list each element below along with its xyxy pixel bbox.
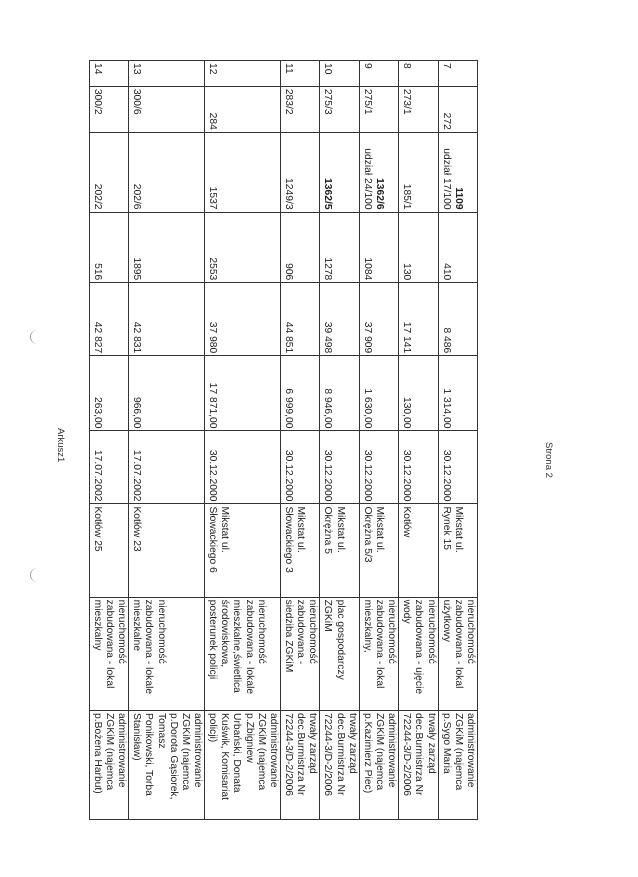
administrator-text: dec.Burmistrza Nr: [413, 713, 425, 796]
area-cell: 39 498: [320, 283, 359, 356]
obreb-cell: 273/1: [399, 86, 438, 132]
description-cell: [359, 597, 398, 710]
location-text: Kotłów 25: [91, 506, 103, 552]
parcel-text: udział 17/100: [440, 148, 452, 210]
location-text: Kotłów 23: [131, 506, 143, 552]
description-text: wody: [401, 599, 413, 624]
description-text: zabudowana - lokal: [374, 599, 386, 689]
administrator-text: Kuświk, Komisariat: [219, 713, 231, 800]
administrator-cell: [438, 711, 477, 820]
administrator-text: 72244-3/D-2/2006: [401, 713, 413, 797]
page-number: Strona 2: [543, 442, 554, 478]
parcel-text: 1362/6: [374, 178, 386, 210]
administrator-text: administrowanie: [116, 713, 128, 788]
table-row: [129, 61, 205, 820]
location-text: Okrężna 5/3: [361, 506, 373, 563]
location-text: Mikstat ul.: [295, 506, 307, 553]
location-text: Mikstat ul.: [374, 506, 386, 553]
location-text: Mikstat ul.: [452, 506, 464, 553]
location-cell: [89, 504, 128, 597]
administrator-text: dec.Burmistrza Nr: [295, 713, 307, 796]
description-cell: [280, 597, 319, 710]
administrator-text: administrowanie: [386, 713, 398, 788]
date-cell: 17.07.2002: [89, 431, 128, 504]
description-text: zabudowana - lokale: [143, 599, 155, 695]
kw-cell: 2553: [205, 212, 281, 283]
kw-cell: 1084: [359, 212, 398, 283]
administrator-text: Tomasz: [155, 713, 167, 749]
value-cell: 130,00: [399, 356, 438, 431]
area-cell: 8 486: [438, 283, 477, 356]
administrator-cell: [359, 711, 398, 820]
row-number-cell: 7: [438, 61, 477, 87]
obreb-cell: 300/6: [129, 86, 205, 132]
description-text: nieruchomość: [116, 599, 128, 664]
administrator-cell: [89, 711, 128, 820]
administrator-text: trwały zarząd: [425, 713, 437, 774]
date-cell: 30.12.2000: [438, 431, 477, 504]
administrator-text: p.Sygo Maria: [440, 713, 452, 774]
description-text: posterunek policji: [207, 599, 219, 680]
kw-cell: 906: [280, 212, 319, 283]
row-number-cell: 10: [320, 61, 359, 87]
parcel-text: 1537: [207, 186, 219, 210]
description-text: ZGKiM: [322, 599, 334, 632]
value-cell: 263,00: [89, 356, 128, 431]
parcel-cell: [399, 132, 438, 212]
row-number-cell: 13: [129, 61, 205, 87]
kw-cell: 410: [438, 212, 477, 283]
scan-mark: [30, 330, 45, 344]
table-row: [320, 61, 359, 820]
obreb-cell: 272: [438, 86, 477, 132]
administrator-text: p.Dorota Gąsiorek,: [167, 713, 179, 800]
parcel-text: 1109: [452, 187, 464, 210]
date-cell: 30.12.2000: [399, 431, 438, 504]
description-text: plac gospodarczy: [334, 599, 346, 680]
description-text: nieruchomość: [255, 599, 267, 664]
administrator-text: administrowanie: [465, 713, 476, 788]
value-cell: 1 630,00: [359, 356, 398, 431]
date-cell: 30.12.2000: [205, 431, 281, 504]
parcel-text: 1249/3: [283, 178, 295, 210]
description-text: nieruchomość: [155, 599, 167, 664]
location-cell: [320, 504, 359, 597]
administrator-text: p.Kazimierz Piec): [361, 713, 373, 794]
description-text: nieruchomość: [307, 599, 319, 664]
table-row: [359, 61, 398, 820]
obreb-cell: 283/2: [280, 86, 319, 132]
description-text: mieszkalny: [91, 599, 103, 651]
location-text: Okrężna 5: [322, 506, 334, 554]
location-text: Słowackiego 6: [207, 506, 219, 573]
administrator-cell: [399, 711, 438, 820]
date-cell: 30.12.2000: [359, 431, 398, 504]
row-number-cell: 11: [280, 61, 319, 87]
administrator-text: p.Bożena Harbut): [91, 713, 103, 794]
administrator-text: trwały zarząd: [307, 713, 319, 774]
parcel-text: 1362/5: [322, 178, 334, 210]
administrator-text: ZGKiM (najemca: [179, 713, 191, 791]
parcel-cell: [205, 132, 281, 212]
description-text: nieruchomość: [465, 599, 476, 664]
administrator-text: policji): [207, 713, 219, 743]
value-cell: 1 314,00: [438, 356, 477, 431]
sheet-name: Arkusz1: [55, 428, 66, 463]
parcel-text: 202/2: [91, 183, 103, 210]
location-cell: [438, 504, 477, 597]
administrator-text: ZGKiM (najemca: [452, 713, 464, 791]
description-text: zabudowana - lokal: [104, 599, 116, 689]
location-text: Mikstat ul.: [219, 506, 231, 553]
value-cell: 8 946,00: [320, 356, 359, 431]
administrator-text: trwały zarząd: [346, 713, 358, 774]
location-cell: [399, 504, 438, 597]
parcel-cell: [129, 132, 205, 212]
location-cell: [205, 504, 281, 597]
location-text: Mikstat ul.: [334, 506, 346, 553]
parcel-cell: [89, 132, 128, 212]
administrator-text: ZGKiM (najemca: [255, 713, 267, 791]
kw-cell: 1278: [320, 212, 359, 283]
administrator-text: Urbański, Donata: [231, 713, 243, 793]
administrator-cell: [320, 711, 359, 820]
administrator-text: ZGKiM (najemca: [104, 713, 116, 791]
area-cell: 42 827: [89, 283, 128, 356]
description-text: zabudowana - lokal: [452, 599, 464, 689]
administrator-text: 72244-3/D-2/2006: [283, 713, 295, 797]
location-text: Kotłów: [401, 506, 413, 538]
administrator-cell: [205, 711, 281, 820]
area-cell: 44 851: [280, 283, 319, 356]
description-cell: [399, 597, 438, 710]
kw-cell: 1895: [129, 212, 205, 283]
area-cell: 37 909: [359, 283, 398, 356]
row-number-cell: 8: [399, 61, 438, 87]
table-row: [399, 61, 438, 820]
table-row: [205, 61, 281, 820]
date-cell: 30.12.2000: [280, 431, 319, 504]
parcel-text: 185/1: [401, 183, 413, 210]
obreb-cell: 275/3: [320, 86, 359, 132]
table-row: [89, 61, 128, 820]
row-number-cell: 12: [205, 61, 281, 87]
parcel-text: 202/6: [131, 183, 143, 210]
date-cell: 17.07.2002: [129, 431, 205, 504]
table-row: [280, 61, 319, 820]
description-text: zabudowana - lokale: [243, 599, 255, 695]
description-text: środowiskowa,: [219, 599, 231, 668]
description-text: użytkowy: [440, 599, 452, 642]
description-text: nieruchomość: [425, 599, 437, 664]
parcel-cell: [320, 132, 359, 212]
scan-mark: [30, 568, 45, 582]
parcel-text: udział 24/100: [361, 148, 373, 210]
location-text: Rynek 15: [440, 506, 452, 550]
value-cell: 966,00: [129, 356, 205, 431]
description-text: mieszkalne: [131, 599, 143, 652]
administrator-cell: [280, 711, 319, 820]
area-cell: 37 980: [205, 283, 281, 356]
kw-cell: 130: [399, 212, 438, 283]
description-cell: [320, 597, 359, 710]
administrator-text: ZGKiM (najemca: [374, 713, 386, 791]
property-table: [89, 60, 478, 820]
parcel-cell: [359, 132, 398, 212]
administrator-text: administrowanie: [267, 713, 279, 788]
description-text: siedziba ZGKiM: [283, 599, 295, 673]
obreb-cell: 275/1: [359, 86, 398, 132]
location-cell: [359, 504, 398, 597]
administrator-text: dec.Burmistrza Nr: [334, 713, 346, 796]
administrator-text: p.Zbigniew: [243, 713, 255, 763]
administrator-text: 72244-3/D-2/2006: [322, 713, 334, 797]
administrator-text: Stanisław): [131, 713, 143, 761]
description-text: nieruchomość: [386, 599, 398, 664]
description-text: zabudowana - ujęcie: [413, 599, 425, 695]
obreb-cell: 300/2: [89, 86, 128, 132]
area-cell: 42 831: [129, 283, 205, 356]
date-cell: 30.12.2000: [320, 431, 359, 504]
description-text: mieszkalne,świetlica: [231, 599, 243, 693]
description-cell: [129, 597, 205, 710]
description-cell: [205, 597, 281, 710]
kw-cell: 516: [89, 212, 128, 283]
area-cell: 17 141: [399, 283, 438, 356]
location-cell: [129, 504, 205, 597]
parcel-cell: [280, 132, 319, 212]
value-cell: 6 999,00: [280, 356, 319, 431]
obreb-cell: 284: [205, 86, 281, 132]
table-row: [438, 61, 477, 820]
value-cell: 17 871,00: [205, 356, 281, 431]
administrator-cell: [129, 711, 205, 820]
row-number-cell: 14: [89, 61, 128, 87]
description-text: mieszkalny,: [361, 599, 373, 653]
rotated-table-container: [78, 60, 478, 820]
description-cell: [89, 597, 128, 710]
row-number-cell: 9: [359, 61, 398, 87]
parcel-cell: [438, 132, 477, 212]
administrator-text: Ponikowski, Torba: [143, 713, 155, 796]
description-text: zabudowana -: [295, 599, 307, 665]
location-cell: [280, 504, 319, 597]
administrator-text: administrowanie: [192, 713, 204, 788]
location-text: Słowackiego 3: [283, 506, 295, 573]
description-cell: [438, 597, 477, 710]
